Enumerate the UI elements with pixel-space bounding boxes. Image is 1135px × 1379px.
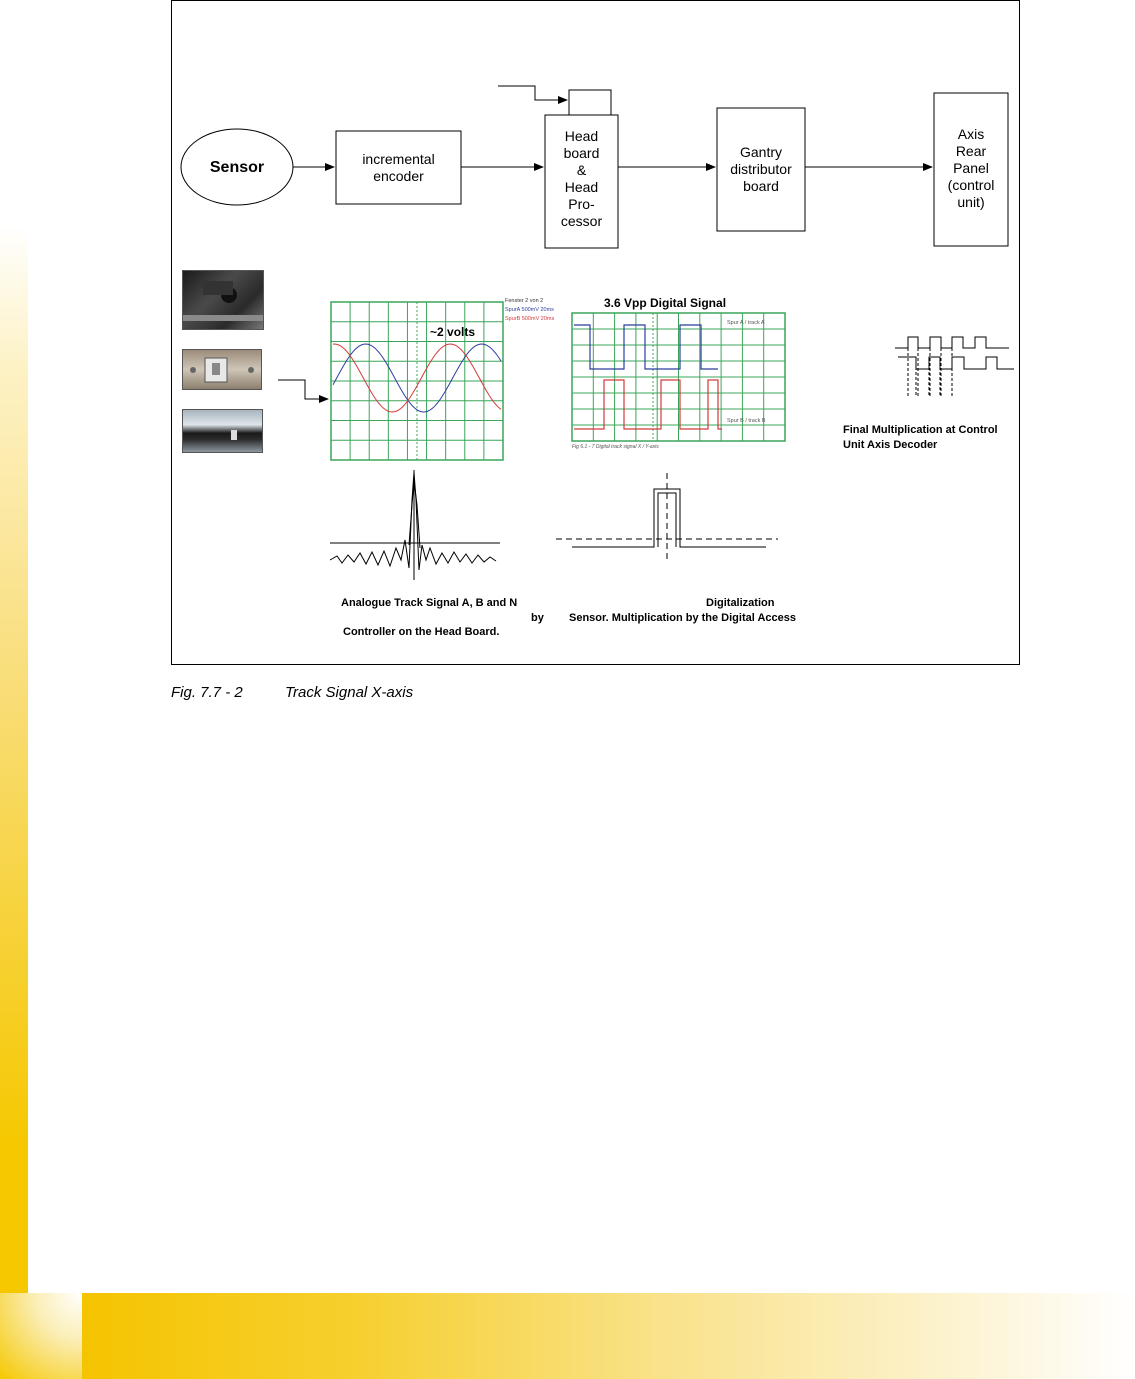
analog-caption-line2: Controller on the Head Board. <box>343 626 500 638</box>
analog-caption-line1: Analogue Track Signal A, B and N <box>341 597 518 609</box>
final-multiplication-label-2: Unit Axis Decoder <box>843 439 938 451</box>
digital-scope-title: 3.6 Vpp Digital Signal <box>604 296 727 310</box>
encoder-label: incremental encoder <box>362 150 435 184</box>
final-multiplication-label-1: Final Multiplication at Control <box>843 424 998 436</box>
sensor-label: Sensor <box>209 158 265 176</box>
figure-title: Track Signal X-axis <box>285 684 414 701</box>
arrow-input-to-head <box>498 86 567 100</box>
analog-spike-signal <box>330 470 500 580</box>
head-input-block <box>569 90 611 115</box>
digital-track-a-label: Spur A / track A <box>727 320 765 326</box>
analog-scope-legend-1: Fenster 2 von 2 <box>505 298 544 304</box>
digital-pulse-signal <box>556 473 778 562</box>
arrow-photo-to-scope <box>278 380 328 399</box>
analog-scope-legend-3: SpurB 500mV 20ms <box>505 316 555 322</box>
gantry-label: Gantry distributor board <box>730 144 792 194</box>
digital-caption-line1: Digitalization <box>706 597 775 609</box>
head-board-label: Head board & Head Pro- cessor <box>560 128 603 229</box>
figure-number: Fig. 7.7 - 2 <box>171 684 243 701</box>
axis-panel-label: Axis Rear Panel (control unit) <box>947 126 995 210</box>
analog-scope <box>331 302 503 460</box>
final-multiplication-waveform <box>895 337 1014 396</box>
digital-track-b-label: Spur B / track B <box>727 418 766 424</box>
digital-scope-footer: Fig 6.1 - 7 Digital track signal X / Y-axis <box>572 444 659 450</box>
analog-caption-by: by <box>531 612 544 624</box>
digital-caption-line2: Sensor. Multiplication by the Digital Access <box>569 612 796 624</box>
analog-scope-legend-2: SpurA 500mV 20ms <box>505 307 554 313</box>
amplitude-label: ~2 volts <box>430 325 476 339</box>
